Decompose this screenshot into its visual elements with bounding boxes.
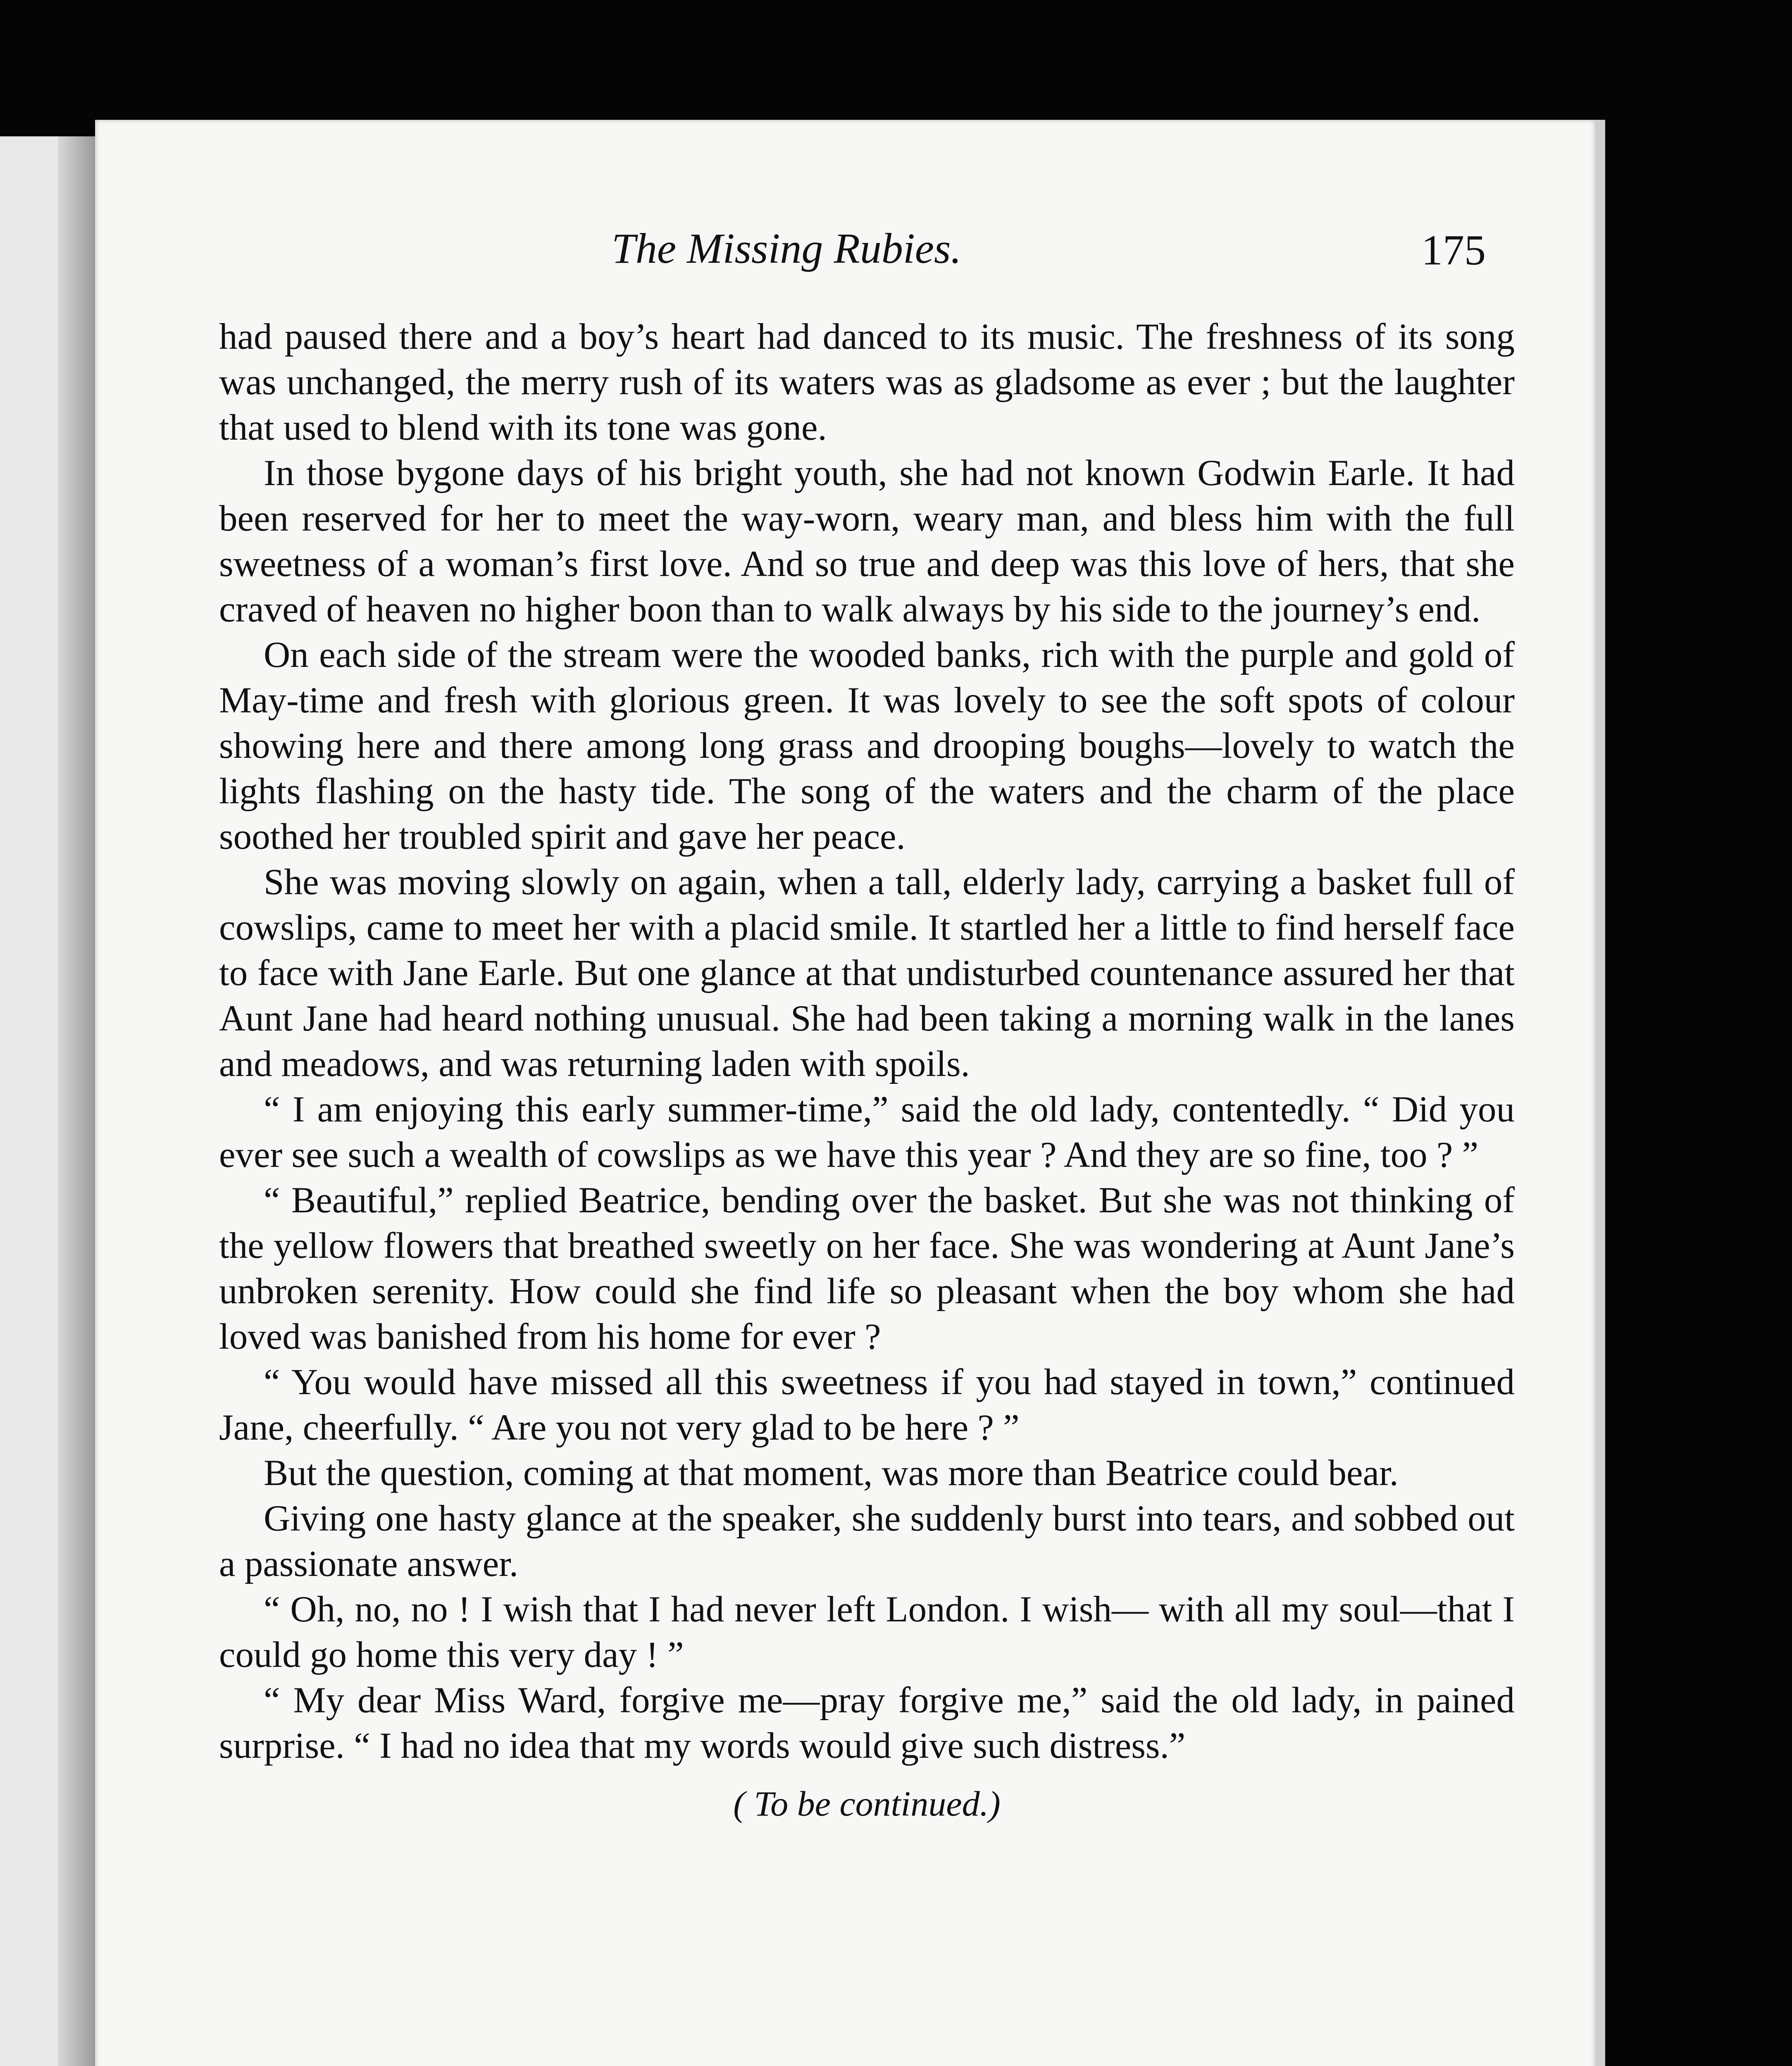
paragraph: In those bygone days of his bright youth, she had not known Godwin Earle. It had been reserved for her to meet the way-worn, weary man, and bless him with the full sweetness of a woman’s first love. And so true and deep was this love of hers, that she craved of heaven no higher boon than to walk always by his side to the journey’s end.: [219, 453, 1515, 630]
page-header: [95, 224, 1595, 286]
paragraph: “ Oh, no, no ! I wish that I had never left London. I wish— with all my soul—that I could go home this very day ! ”: [219, 1589, 1515, 1675]
paragraph: “ Beautiful,” replied Beatrice, bending over the basket. But she was not thinking of the yellow flowers that breathed sweetly on her face. She was wondering at Aunt Jane’s unbroken serenity. How could she find life so pleasant when the boy whom she had loved was banished from his home for ever ?: [219, 1180, 1515, 1357]
paragraph: “ You would have missed all this sweetness if you had stayed in town,” continued Jane, cheerfully. “ Are you not very glad to be here ? ”: [219, 1362, 1515, 1448]
gutter-shadow: [58, 136, 95, 2066]
body-text: [219, 314, 1515, 1826]
running-title: The Missing Rubies.: [612, 225, 962, 272]
paragraph: But the question, coming at that moment, was more than Beatrice could bear.: [264, 1453, 1399, 1493]
page-number: 175: [1421, 226, 1486, 274]
page-edge: [1595, 120, 1605, 2066]
paragraph: “ My dear Miss Ward, forgive me—pray forgive me,” said the old lady, in pained surprise. “ I had no idea that my words would give such distress.”: [219, 1680, 1515, 1766]
paragraph: Giving one hasty glance at the speaker, she suddenly burst into tears, and sobbed out a passionate answer.: [219, 1498, 1515, 1584]
to-be-continued-note: ( To be continued.): [733, 1784, 1001, 1823]
paragraph: had paused there and a boy’s heart had danced to its music. The freshness of its song was unchanged, the merry rush of its waters was as gladsome as ever ; but the laughter that used to blend with its tone was gone.: [219, 317, 1515, 448]
paragraph: She was moving slowly on again, when a tall, elderly lady, carrying a basket full of cowslips, came to meet her with a placid smile. It startled her a little to find herself face to face with Jane Earle. But one glance at that undisturbed countenance assured her that Aunt Jane had heard nothing unusual. She had been taking a morning walk in the lanes and meadows, and was returning laden with spoils.: [219, 862, 1515, 1084]
paragraph: “ I am enjoying this early summer-time,” said the old lady, contentedly. “ Did you ever see such a wealth of cowslips as we have this year ? And they are so fine, too ? ”: [219, 1089, 1515, 1175]
paragraph: On each side of the stream were the wooded banks, rich with the purple and gold of May-time and fresh with glorious green. It was lovely to see the soft spots of colour showing here and there among long grass and drooping boughs—lovely to watch the lights flashing on the hasty tide. The song of the waters and the charm of the place soothed her troubled spirit and gave her peace.: [219, 635, 1515, 857]
book-page: [95, 120, 1595, 2066]
